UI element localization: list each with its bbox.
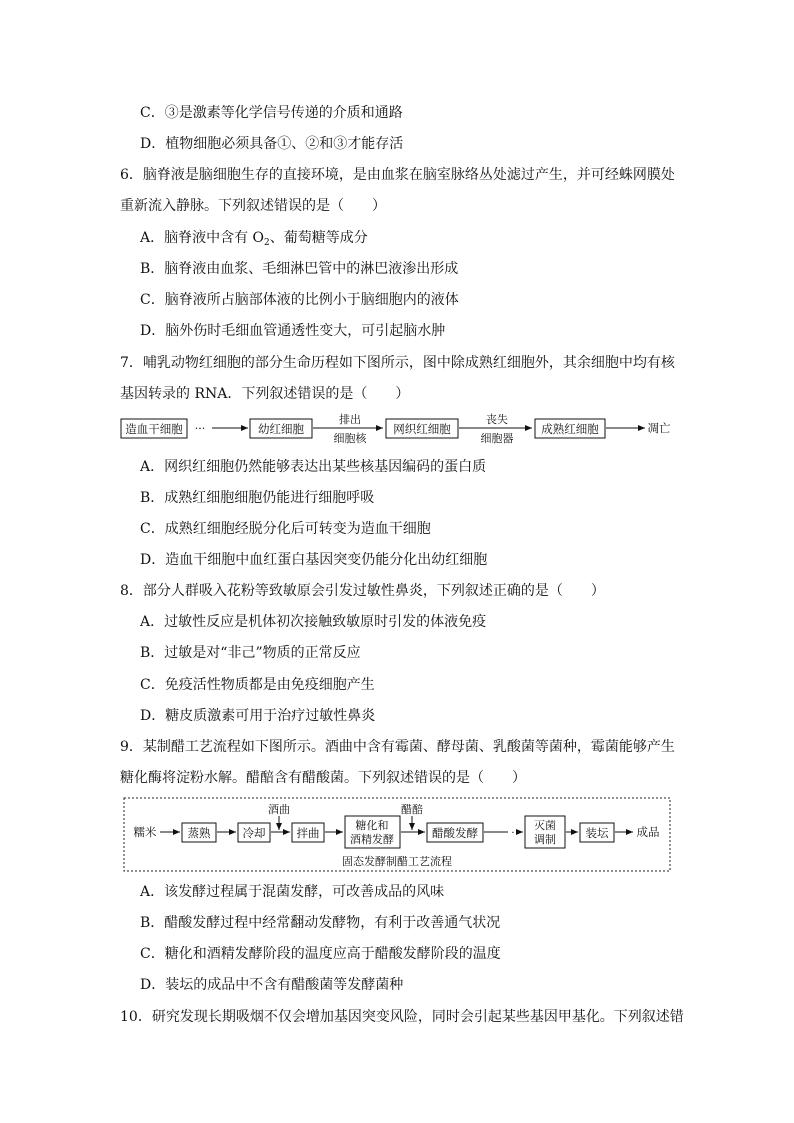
- box-sterilize-line1: 灭菌: [534, 819, 556, 832]
- step-label-lose-top: 丧失: [486, 413, 508, 426]
- option-9a: A．该发酵过程属于混菌发酵，可改善成品的风味: [140, 884, 445, 900]
- box-hematopoietic-stem-cell: [121, 419, 187, 438]
- label-apoptosis: 凋亡: [647, 421, 671, 435]
- step-label-lose-bottom: 细胞器: [480, 432, 514, 445]
- option-7a: A．网织红细胞仍然能够表达出某些核基因编码的蛋白质: [140, 459, 487, 475]
- step-label-expel-top: 排出: [339, 413, 361, 426]
- box-jar: [580, 823, 614, 842]
- option-8b: B．过敏是对“非己”物质的正常反应: [140, 645, 361, 661]
- box-reticulocyte-label: 网织红细胞: [393, 422, 451, 436]
- option-6a-subscript: 2: [264, 238, 270, 248]
- label-koji: 酒曲: [268, 803, 290, 816]
- box-cool-label: 冷却: [242, 826, 266, 840]
- flow-dots: ···: [194, 422, 206, 435]
- box-mature-rbc: [535, 419, 605, 438]
- question-7-stem-line1: 7．哺乳动物红细胞的部分生命历程如下图所示，图中除成熟红细胞外，其余细胞中均有核: [120, 355, 675, 371]
- option-6a-text-rest: 、葡萄糖等成分: [269, 230, 368, 246]
- box-reticulocyte: [386, 419, 458, 438]
- box-saccharify-line1: 糖化和: [355, 819, 389, 832]
- diagram-9-caption: 固态发酵制醋工艺流程: [342, 855, 452, 868]
- vinegar-process-frame: [124, 798, 670, 871]
- option-7d: D．造血干细胞中血红蛋白基因突变仍能分化出幼红细胞: [140, 552, 488, 568]
- box-jar-label: 装坛: [585, 826, 609, 840]
- label-finished-product: 成品: [636, 825, 660, 839]
- option-5c: C．③是激素等化学信号传递的介质和通路: [140, 105, 403, 121]
- question-8-stem: 8．部分人群吸入花粉等致敏原会引发过敏性鼻炎，下列叙述正确的是（ ）: [120, 583, 605, 599]
- option-9b: B．醋酸发酵过程中经常翻动发酵物，有利于改善通气状况: [140, 915, 501, 931]
- option-6a: [140, 228, 368, 248]
- question-10-stem-line1: 10．研究发现长期吸烟不仅会增加基因突变风险，同时会引起某些基因甲基化。下列叙述错: [120, 1009, 684, 1025]
- box-mix-koji-label: 拌曲: [296, 826, 320, 840]
- box-saccharify-line2: 酒精发酵: [350, 833, 394, 846]
- option-7b: B．成熟红细胞细胞仍能进行细胞呼吸: [140, 490, 375, 506]
- flow-dots-9: ·: [511, 828, 515, 839]
- question-6-stem-line2: 重新流入静脉。下列叙述错误的是（ ）: [120, 198, 386, 214]
- box-sterilize-blend: [525, 816, 565, 848]
- box-acetic-fermentation: [427, 823, 483, 842]
- option-8d: D．糖皮质激素可用于治疗过敏性鼻炎: [140, 708, 376, 724]
- option-6d: D．脑外伤时毛细血管通透性变大，可引起脑水肿: [140, 323, 446, 339]
- box-mix-koji: [292, 823, 324, 842]
- option-8a: A．过敏性反应是机体初次接触致敏原时引发的体液免疫: [140, 614, 487, 630]
- box-sterilize-line2: 调制: [534, 833, 556, 846]
- option-9c: C．糖化和酒精发酵阶段的温度应高于醋酸发酵阶段的温度: [140, 946, 501, 962]
- box-erythroblast-label: 幼红细胞: [258, 422, 304, 436]
- option-6c: C．脑脊液所占脑部体液的比例小于脑细胞内的液体: [140, 292, 459, 308]
- option-6a-text: A．脑脊液中含有 O: [140, 230, 265, 246]
- box-mature-rbc-label: 成熟红细胞: [541, 422, 599, 436]
- option-7c: C．成熟红细胞经脱分化后可转变为造血干细胞: [140, 521, 431, 537]
- label-glutinous-rice: 糯米: [133, 825, 157, 839]
- question-7-stem-line2: 基因转录的 RNA．下列叙述错误的是（ ）: [120, 386, 410, 402]
- question-9-stem-line1: 9．某制醋工艺流程如下图所示。酒曲中含有霉菌、酵母菌、乳酸菌等菌种，霉菌能够产生: [120, 739, 675, 755]
- box-cool: [238, 823, 270, 842]
- box-saccharify-ferment: [345, 816, 400, 848]
- question-9-stem-line2: 糖化酶将淀粉水解。醋醅含有醋酸菌。下列叙述错误的是（ ）: [120, 770, 526, 786]
- label-vinegar-starter: 醋醅: [401, 803, 423, 816]
- box-acetic-fermentation-label: 醋酸发酵: [432, 826, 478, 840]
- box-hematopoietic-stem-cell-label: 造血干细胞: [125, 422, 183, 436]
- option-6b: B．脑脊液由血浆、毛细淋巴管中的淋巴液渗出形成: [140, 261, 459, 277]
- box-steam: [182, 823, 216, 842]
- step-label-expel-bottom: 细胞核: [333, 432, 367, 445]
- option-9d: D．装坛的成品中不含有醋酸菌等发酵菌种: [140, 977, 404, 993]
- box-steam-label: 蒸熟: [187, 826, 211, 840]
- box-erythroblast: [250, 419, 312, 438]
- option-8c: C．免疫活性物质都是由免疫细胞产生: [140, 677, 375, 693]
- option-5d: D．植物细胞必须具备①、②和③才能存活: [140, 136, 404, 152]
- question-6-stem-line1: 6．脑脊液是脑细胞生存的直接环境，是由血浆在脑室脉络丛处滤过产生，并可经蛛网膜处: [120, 167, 675, 183]
